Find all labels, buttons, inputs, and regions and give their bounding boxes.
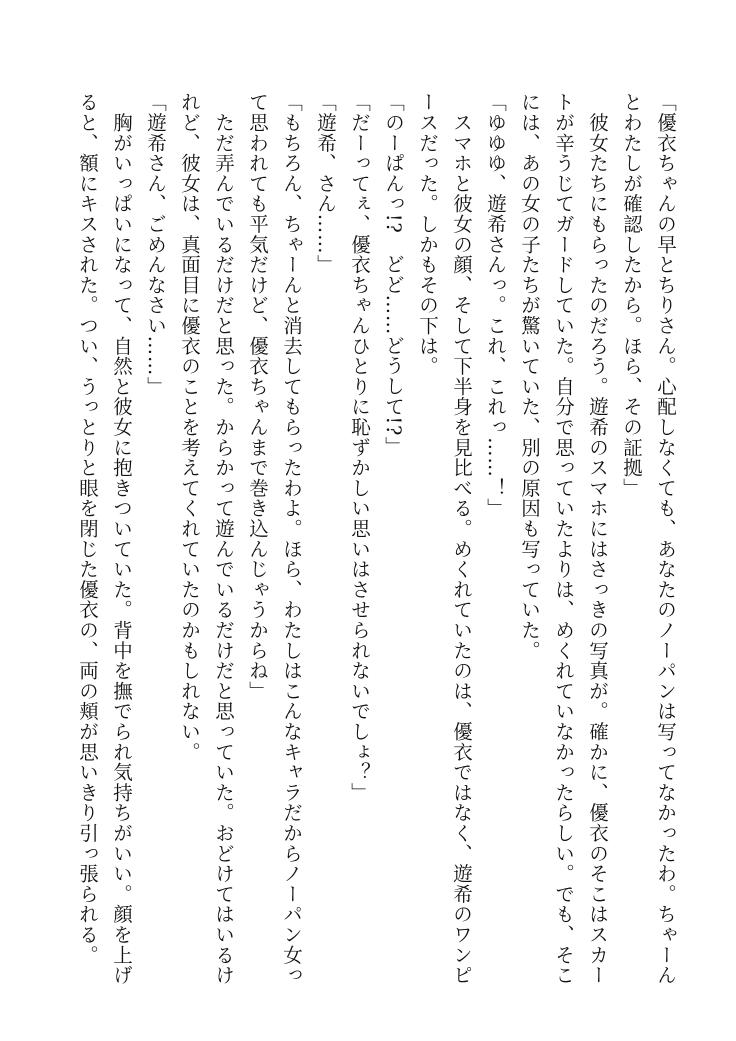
text-column: 「のーぱんっ!? どど……どうして!?」	[382, 92, 405, 457]
text-column: とわたしが確認したから。ほら、その証拠」	[620, 92, 643, 498]
text-column: 「だーってぇ、優衣ちゃんひとりに恥ずかしい思いはさせられないでしょ？」	[348, 92, 371, 803]
text-column: スマホと彼女の顔、そして下半身を見比べる。めくれていたのは、優衣ではなく、遊希のワンピ	[450, 92, 473, 986]
text-column: 「遊希さん、ごめんなさい……」	[144, 92, 167, 397]
text-column: には、あの女の子たちが驚いていた、別の原因も写っていた。	[518, 92, 541, 661]
text-column: ただ弄んでいるだけだと思った。からかって遊んでいるだけだと思っていた。おどけてはいるけ	[212, 92, 235, 986]
text-column: 「もちろん、ちゃーんと消去してもらったわよ。ほら、わたしはこんなキャラだからノーパン女っ	[280, 92, 303, 986]
text-column: 「遊希、さん……」	[314, 92, 337, 275]
text-column: ースだった。しかもその下は。	[416, 92, 439, 377]
text-column: 「ゆゆゆ、遊希さんっ。これ、これっ……！」	[484, 92, 507, 519]
text-column: 彼女たちにもらったのだろう。遊希のスマホにはさっきの写真が。確かに、優衣のそこはスカー	[586, 92, 609, 986]
text-column: れど、彼女は、真面目に優衣のことを考えてくれていたのかもしれない。	[178, 92, 201, 762]
vertical-text-body	[70, 92, 682, 986]
text-column: トが辛うじてガードしていた。自分で思っていたよりは、めくれていなかったらしい。でも、そこ	[552, 92, 575, 986]
text-column: て思われても平気だけど、優衣ちゃんまで巻き込んじゃうからね」	[246, 92, 269, 701]
text-column: 「優衣ちゃんの早とちりさん。心配しなくても、あなたのノーパンは写ってなかったわ。ちゃーん	[654, 92, 677, 986]
text-column: 胸がいっぱいになって、自然と彼女に抱きついていた。背中を撫でられ気持ちがいい。顔を上げ	[110, 92, 133, 986]
text-column: ると、額にキスされた。つい、うっとりと眼を閉じた優衣の、両の頬が思いきり引っ張られる。	[76, 92, 99, 965]
